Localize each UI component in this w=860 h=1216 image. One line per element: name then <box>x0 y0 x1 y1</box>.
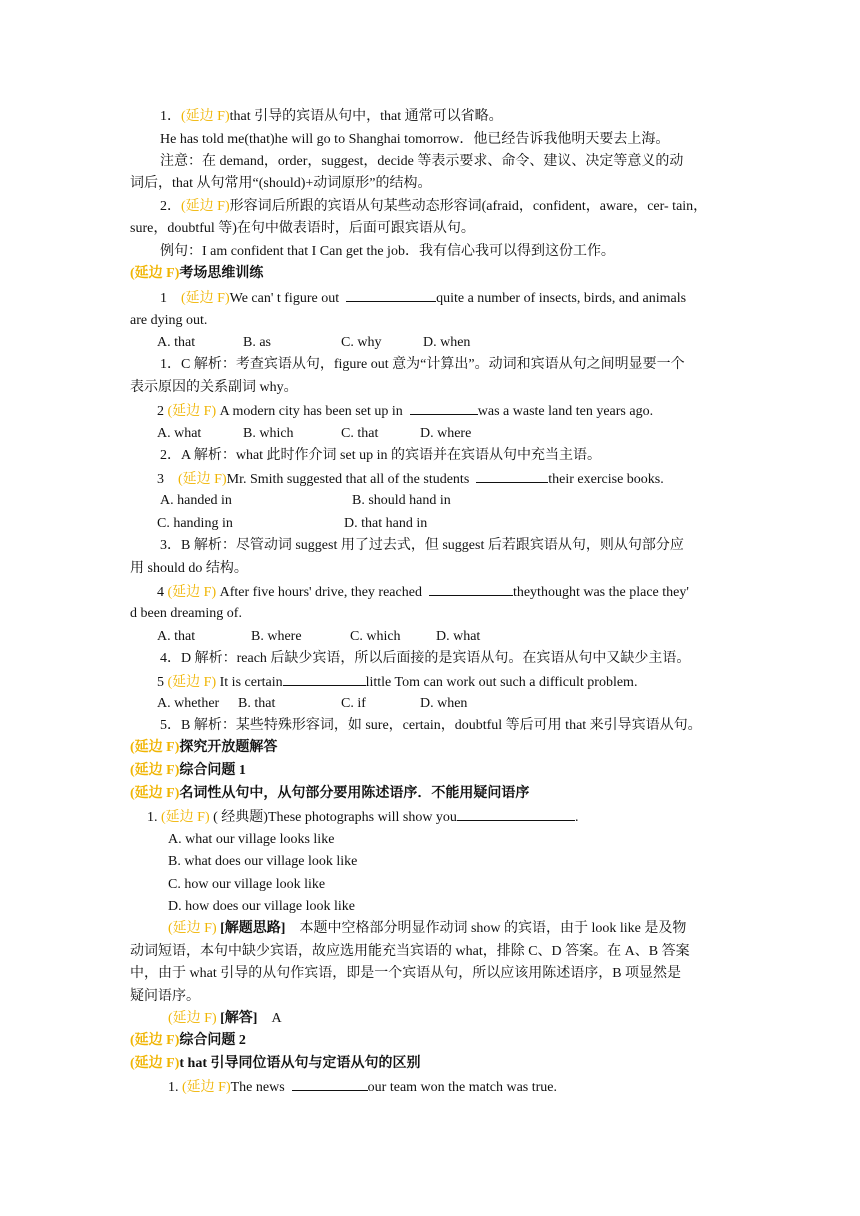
ex1-option-d: D. how does our village look like <box>168 899 356 914</box>
q4-option-a: A. that <box>157 629 196 644</box>
ex1-thinking: (延边 F) [解题思路] 本题中空格部分明显作动词 show 的宾语，由于 look like 是及物 <box>168 921 687 936</box>
q2-option-c: C. that <box>341 426 379 441</box>
note-2-example: 例句：I am confident that I Can get the job．我有信心我可以得到这份工作。 <box>160 244 615 259</box>
q4-option-d: D. what <box>436 629 481 644</box>
note-1-remark-cont: 词后，that 从句常用“(should)+动词原形”的结构。 <box>130 176 432 191</box>
answer-blank[interactable] <box>457 806 575 821</box>
section-heading: (延边 F)名词性从句中，从句部分要用陈述语序．不能用疑问语序 <box>130 786 530 801</box>
q1-analysis: 1．C 解析：考查宾语从句，figure out 意为“计算出”。动词和宾语从句之间明显要一个 <box>160 357 685 372</box>
q1-analysis-cont: 表示原因的关系副词 why。 <box>130 380 298 395</box>
ex1-answer: (延边 F) [解答] A <box>168 1011 282 1026</box>
q3-option-a: A. handed in <box>160 493 232 508</box>
q1-option-c: C. why <box>341 335 382 350</box>
q3-option-d: D. that hand in <box>344 516 428 531</box>
q2-option-a: A. what <box>157 426 202 441</box>
ex1-thinking-cont-3: 疑问语序。 <box>130 989 200 1004</box>
note-1-remark: 注意：在 demand，order，suggest，decide 等表示要求、命令、建议、决定等意义的动 <box>160 154 684 169</box>
example-question-2: 1. (延边 F)The news our team won the match was true. <box>168 1076 557 1098</box>
answer-blank[interactable] <box>283 671 366 686</box>
ex1-option-b: B. what does our village look like <box>168 854 358 869</box>
section-heading: (延边 F)综合问题 1 <box>130 763 246 778</box>
answer-blank[interactable] <box>292 1076 368 1091</box>
note-1: 1．(延边 F)that 引导的宾语从句中，that 通常可以省略。 <box>160 109 503 124</box>
q5-option-b: B. that <box>238 696 276 711</box>
section-heading: (延边 F)探究开放题解答 <box>130 740 278 755</box>
q3-option-b: B. should hand in <box>352 493 451 508</box>
question-1-cont: are dying out. <box>130 313 208 328</box>
section-heading: (延边 F)综合问题 2 <box>130 1033 246 1048</box>
ex1-thinking-cont-1: 动词短语，本句中缺少宾语，故应选用能充当宾语的 what，排除 C、D 答案。在 A、B 答案 <box>130 944 690 959</box>
question-2: 2 (延边 F) A modern city has been set up in was a waste land ten years ago. <box>157 400 653 422</box>
question-3: 3 (延边 F)Mr. Smith suggested that all of the students their exercise books. <box>157 468 664 490</box>
section-heading: (延边 F)考场思维训练 <box>130 266 264 281</box>
q4-option-c: C. which <box>350 629 401 644</box>
q2-option-b: B. which <box>243 426 294 441</box>
q5-option-d: D. when <box>420 696 468 711</box>
question-4-cont: d been dreaming of. <box>130 606 242 621</box>
q5-option-c: C. if <box>341 696 366 711</box>
ex1-option-a: A. what our village looks like <box>168 832 335 847</box>
answer-blank[interactable] <box>346 287 436 302</box>
answer-blank[interactable] <box>429 581 513 596</box>
q1-option-b: B. as <box>243 335 271 350</box>
answer-blank[interactable] <box>410 400 478 415</box>
source-tag: (延边 F) <box>181 199 230 214</box>
answer-blank[interactable] <box>476 468 548 483</box>
question-4: 4 (延边 F) After five hours' drive, they reached theythought was the place they' <box>157 581 689 603</box>
q3-analysis: 3．B 解析：尽管动词 suggest 用了过去式，但 suggest 后若跟宾语从句，则从句部分应 <box>160 538 684 553</box>
note-2-cont: sure，doubtful 等)在句中做表语时，后面可跟宾语从句。 <box>130 221 475 236</box>
source-tag: (延边 F) <box>181 109 230 124</box>
q3-analysis-cont: 用 should do 结构。 <box>130 561 248 576</box>
q1-option-d: D. when <box>423 335 471 350</box>
q4-analysis: 4．D 解析：reach 后缺少宾语，所以后面接的是宾语从句。在宾语从句中又缺少主语。 <box>160 651 691 666</box>
q3-option-c: C. handing in <box>157 516 233 531</box>
ex1-option-c: C. how our village look like <box>168 877 326 892</box>
ex1-thinking-cont-2: 中，由于 what 引导的从句作宾语，即是一个宾语从句，所以应该用陈述语序，B 项显然是 <box>130 966 682 981</box>
question-1: 1 (延边 F)We can' t figure out quite a number of insects, birds, and animals <box>160 287 686 309</box>
note-1-example: He has told me(that)he will go to Shanghai tomorrow．他已经告诉我他明天要去上海。 <box>160 132 670 147</box>
q5-analysis: 5．B 解析：某些特殊形容词，如 sure，certain，doubtful 等后可用 that 来引导宾语从句。 <box>160 718 702 733</box>
q2-analysis: 2．A 解析：what 此时作介词 set up in 的宾语并在宾语从句中充当主语。 <box>160 448 601 463</box>
note-2: 2．(延边 F)形容词后所跟的宾语从句某些动态形容词(afraid，confident，aware，cer- tain， <box>160 199 708 214</box>
q5-option-a: A. whether <box>157 696 220 711</box>
q2-option-d: D. where <box>420 426 472 441</box>
q1-option-a: A. that <box>157 335 196 350</box>
q4-option-b: B. where <box>251 629 302 644</box>
example-question-1: 1. (延边 F) ( 经典题)These photographs will show you . <box>147 806 578 828</box>
question-5: 5 (延边 F) It is certain little Tom can work out such a difficult problem. <box>157 671 637 693</box>
section-heading: (延边 F)t hat 引导同位语从句与定语从句的区别 <box>130 1056 421 1071</box>
